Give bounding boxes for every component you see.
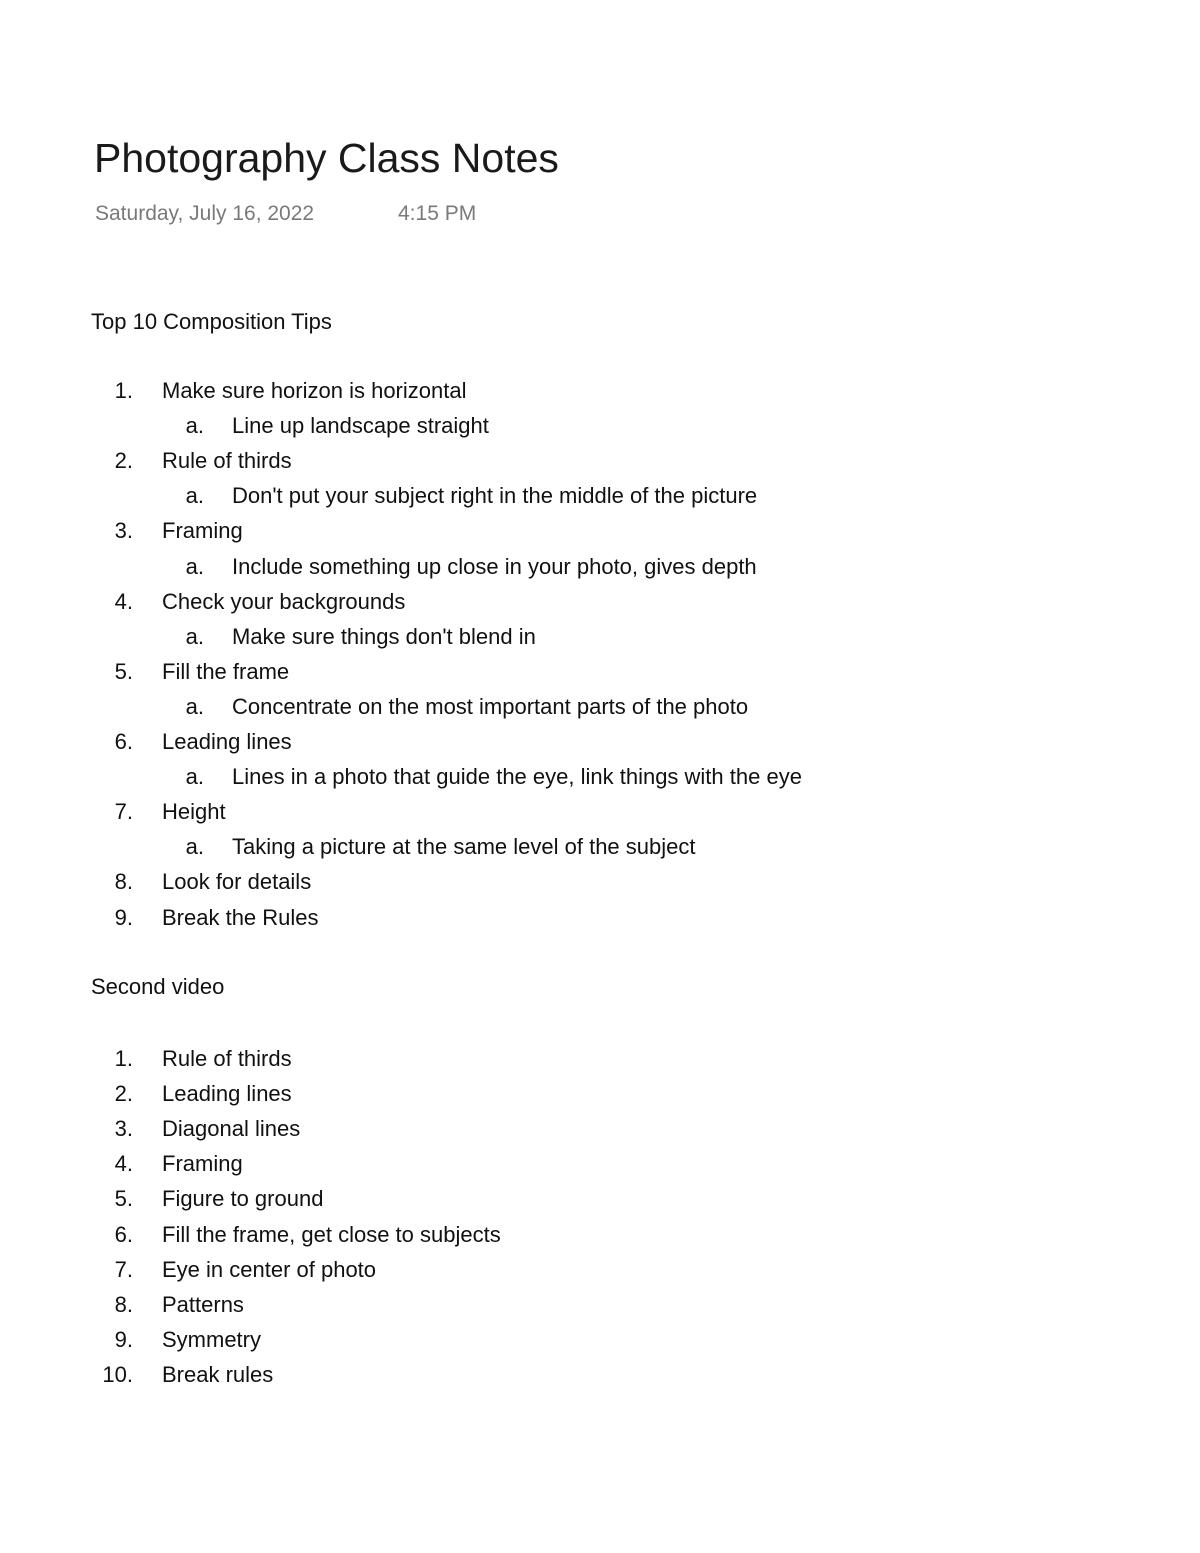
list-item-text: Leading lines — [162, 1081, 292, 1107]
list-item-number: 7. — [114, 799, 133, 825]
list-item-text: Patterns — [162, 1291, 244, 1317]
list-item-text: Figure to ground — [162, 1186, 324, 1212]
list-item-text: Rule of thirds — [162, 1046, 292, 1071]
section-heading: Second video — [91, 974, 225, 999]
list-item-text: Leading lines — [162, 729, 292, 754]
sub-list-item-letter: a. — [185, 834, 204, 860]
note-date: Saturday, July 16, 2022 — [95, 202, 315, 225]
sub-list-item-text: Don't put your subject right in the middle of the picture — [232, 483, 758, 509]
list-item-text: Framing — [162, 1151, 243, 1177]
list-item-number: 5. — [114, 1186, 133, 1212]
sub-list-item-letter: a. — [185, 623, 204, 649]
list-item-text: Look for details — [162, 869, 312, 895]
list-item-number: 9. — [114, 904, 133, 930]
list-item-text: Eye in center of photo — [162, 1256, 377, 1282]
list-item-number: 8. — [114, 1291, 133, 1317]
list-item-text: Break rules — [162, 1361, 274, 1387]
list-item-text: Diagonal lines — [162, 1116, 301, 1142]
list-item-number: 6. — [114, 729, 133, 754]
page-title: Photography Class Notes — [94, 135, 559, 181]
list-item-text: Fill the frame, get close to subjects — [162, 1221, 501, 1247]
list-item-number: 7. — [114, 1256, 133, 1282]
note-time: 4:15 PM — [398, 202, 477, 225]
list-item-number: 3. — [114, 518, 133, 544]
list-item-number: 2. — [114, 1081, 133, 1107]
sub-list-item-text: Lines in a photo that guide the eye, link things with the eye — [232, 764, 802, 790]
list-item-text: Check your backgrounds — [162, 588, 406, 614]
sub-list-item-letter: a. — [185, 693, 204, 719]
list-item-text: Framing — [162, 518, 243, 544]
sub-list-item-letter: a. — [185, 764, 204, 790]
list-item-number: 4. — [114, 1151, 133, 1177]
list-item-number: 3. — [114, 1116, 133, 1142]
list-item-text: Symmetry — [162, 1326, 261, 1352]
list-item-text: Rule of thirds — [162, 448, 292, 474]
list-item-number: 4. — [114, 588, 133, 614]
list-item-text: Fill the frame — [162, 658, 290, 684]
section-heading: Top 10 Composition Tips — [91, 309, 332, 334]
sub-list-item-text: Concentrate on the most important parts of the photo — [232, 693, 749, 719]
list-item-number: 1. — [114, 1046, 133, 1071]
sub-list-item-letter: a. — [185, 483, 204, 509]
sub-list-item-text: Make sure things don't blend in — [232, 623, 536, 649]
sub-list-item-letter: a. — [185, 413, 204, 439]
list-item-number: 1. — [114, 378, 133, 403]
sub-list-item-letter: a. — [185, 553, 204, 579]
sub-list-item-text: Line up landscape straight — [232, 413, 489, 439]
list-item-number: 9. — [114, 1326, 133, 1352]
list-item-number: 2. — [114, 448, 133, 474]
list-item-text: Make sure horizon is horizontal — [162, 378, 467, 403]
list-item-text: Height — [162, 799, 226, 825]
sub-list-item-text: Taking a picture at the same level of the subject — [232, 834, 696, 860]
sub-list-item-text: Include something up close in your photo, gives depth — [232, 553, 757, 579]
list-item-number: 5. — [114, 658, 133, 684]
list-item-number: 6. — [114, 1221, 133, 1247]
list-item-number: 8. — [114, 869, 133, 895]
list-item-text: Break the Rules — [162, 904, 319, 930]
list-item-number: 10. — [102, 1361, 133, 1387]
